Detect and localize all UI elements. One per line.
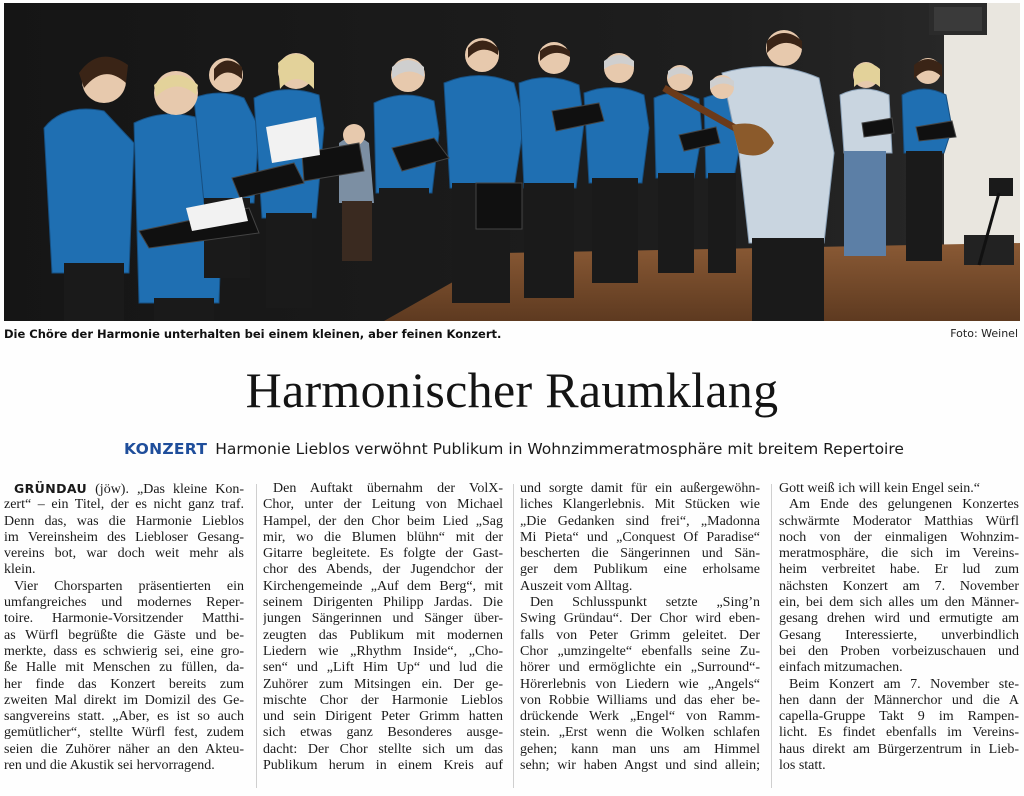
text-line: Hörerlebnis von Liedern wie „Angels“ — [520, 676, 760, 692]
text-line: von Robbie Williams und das eher be- — [520, 692, 760, 708]
text-line: Den Auftakt übernahm der VolX- — [273, 481, 503, 496]
text-line: Vier Chorsparten präsentierten ein — [14, 578, 244, 594]
text-line: vereins bot, war doch weit mehr als — [4, 546, 244, 562]
text-line: haus direkt am Bürgerzentrum in Lieb- — [779, 741, 1019, 757]
text-line: einfach mitzumachen. — [779, 660, 903, 676]
text-line: gehen; kann man uns am Himmel — [520, 741, 760, 757]
text-line: „Die Gedanken sind frei“, „Madonna — [520, 513, 760, 529]
text-line: Mi Pieta“ und „Conquest Of Paradise“ — [520, 529, 760, 545]
text-line: sen“ und „Lift Him Up“ und lud die — [263, 660, 503, 676]
text-line: heim verbreitet habe. Er lud zum — [779, 562, 1019, 578]
column-rule — [256, 484, 257, 788]
text-line: hörer und ermöglichte ein „Surround“- — [520, 660, 760, 676]
text-line: bescherten die Sängerinnen und Sän- — [520, 546, 760, 562]
text-line: gemütlicher“, stellte Würfl fest, zudem — [4, 725, 244, 741]
text-line: toire. Harmonie-Vorsitzender Matthi- — [4, 611, 244, 627]
text-line: Denn das, was die Harmonie Lieblos — [4, 513, 244, 529]
text-line-fragment: (jöw). „Das kleine Kon- — [87, 482, 244, 497]
text-line: bei den Proben vorbeizuschauen und — [779, 643, 1019, 659]
text-line: los statt. — [779, 758, 826, 774]
text-line: Zuhörer zum Mitsingen ein. Der ge- — [263, 676, 503, 692]
text-line: Chor „umzingelte“ ebenfalls seine Zu- — [520, 643, 760, 659]
photo-caption: Die Chöre der Harmonie unterhalten bei einem kleinen, aber feinen Konzert. — [4, 327, 502, 341]
subhead-kicker: KONZERT — [124, 440, 208, 458]
text-line: zeugten das Publikum mit modernen — [263, 627, 503, 643]
text-line: mir, wo die Blumen blühn“ mit der — [263, 529, 503, 545]
text-line: noch von der einmaligen Wohnzim- — [779, 529, 1019, 545]
text-line: licht. Es findet ebenfalls im Vereins- — [779, 725, 1019, 741]
text-line: zweiten Mal direkt im Domizil des Ge- — [4, 692, 244, 708]
text-line: sangvereins statt. „Aber, es ist so auch — [4, 709, 244, 725]
text-line: Hampel, der den Chor beim Lied „Sag — [263, 513, 503, 529]
text-line: falls von Peter Grimm geleitet. Der — [520, 627, 760, 643]
article-column-3 — [520, 481, 760, 793]
text-line: Den Schlusspunkt setzte „Sing’n — [530, 595, 760, 611]
subhead-text: Harmonie Lieblos verwöhnt Publikum in Wohnzimmeratmosphäre mit breitem Repertoire — [215, 440, 904, 458]
text-line: merkte, dass es schwierig sei, eine gro- — [4, 643, 244, 659]
text-line: jungen Sängerinnen und Sänger über- — [263, 611, 503, 627]
text-line: ren und die Akustik sei hervorragend. — [4, 758, 215, 774]
text-line: stein. „Erst wenn die Wolken schlafen — [520, 725, 760, 741]
text-line: Chor, unter der Leitung von Michael — [263, 497, 503, 513]
text-line: mischte Chor der Harmonie Lieblos — [263, 692, 503, 708]
text-line: chor des Abends, der Jugendchor der — [263, 562, 503, 578]
photo-credit: Foto: Weinel — [950, 327, 1018, 340]
text-line: Liedern wie „Rhythm Inside“, „Cho- — [263, 643, 503, 659]
text-line: hen dann der Männerchor und die A — [779, 692, 1019, 708]
text-line: seinem Dirigenten Philipp Jardas. Die — [263, 595, 503, 611]
text-line: ger dem Publikum eine erholsame — [520, 562, 760, 578]
article-column-1 — [4, 481, 244, 793]
text-line — [4, 481, 244, 497]
text-line: Gesang Interessierte, unverbindlich — [779, 627, 1019, 643]
text-line: klein. — [4, 562, 36, 578]
text-line: Kirchengemeinde „Auf dem Berg“, mit — [263, 578, 503, 594]
text-line: nächsten Konzert am 7. November — [779, 578, 1019, 594]
text-line: as Würfl begrüßte die Gäste und be- — [4, 627, 244, 643]
text-line: zert“ – ein Titel, der es nicht ganz traf. — [4, 497, 244, 513]
text-line: und sein Dirigent Peter Grimm hatten — [263, 709, 503, 725]
text-line: liches Klangerlebnis. Mit Stücken wie — [520, 497, 760, 513]
text-line: dacht: Der Chor stellte sich um das — [263, 741, 503, 757]
text-line: Am Ende des gelungenen Konzertes — [789, 497, 1019, 513]
headline: Harmonischer Raumklang — [245, 362, 779, 418]
text-line: Gitarre begleitete. Es folgte der Gast- — [263, 546, 503, 562]
text-line: Auszeit vom Alltag. — [520, 578, 633, 594]
subhead — [124, 440, 944, 458]
text-line: gesang drehen wird und ermutigte am — [779, 611, 1019, 627]
column-rule — [513, 484, 514, 788]
text-line: sich etwas ganz Besonderes ausge- — [263, 725, 503, 741]
text-line: drückende Werk „Engel“ von Ramm- — [520, 709, 760, 725]
choir-photo-illustration — [4, 3, 1020, 321]
article-photo — [4, 3, 1020, 321]
article-column-2 — [263, 481, 503, 793]
text-line: seien die Zuhörer näher an den Akteu- — [4, 741, 244, 757]
text-line: sehn; wir haben Angst und sind allein; — [520, 758, 760, 774]
text-line: schwärmte Moderator Matthias Würfl — [779, 513, 1019, 529]
text-line: Gott weiß ich will kein Engel sein.“ — [779, 481, 981, 496]
photo-caption-row — [4, 327, 1020, 345]
text-line: ße Halle mit Menschen zu füllen, da- — [4, 660, 244, 676]
text-line: umfangreiches und modernes Reper- — [4, 595, 244, 611]
text-line: Beim Konzert am 7. November ste- — [789, 676, 1019, 692]
text-line: im Vereinsheim des Liebloser Gesang- — [4, 529, 244, 545]
text-line: her finde das Konzert bereits zum — [4, 676, 244, 692]
text-line: und sorgte damit für ein außergewöhn- — [520, 481, 760, 496]
text-line: Publikum herum in einem Kreis auf — [263, 758, 503, 774]
text-line: meratmosphäre, die sich im Vereins- — [779, 546, 1019, 562]
dateline: GRÜNDAU — [14, 481, 88, 496]
text-line: Swing Gründau“. Der Chor wird eben- — [520, 611, 760, 627]
text-line: ein, bei dem sich alles um den Männer- — [779, 595, 1019, 611]
column-rule — [771, 484, 772, 788]
article-column-4 — [779, 481, 1019, 793]
text-line: capella-Gruppe Takt 9 im Rampen- — [779, 709, 1019, 725]
